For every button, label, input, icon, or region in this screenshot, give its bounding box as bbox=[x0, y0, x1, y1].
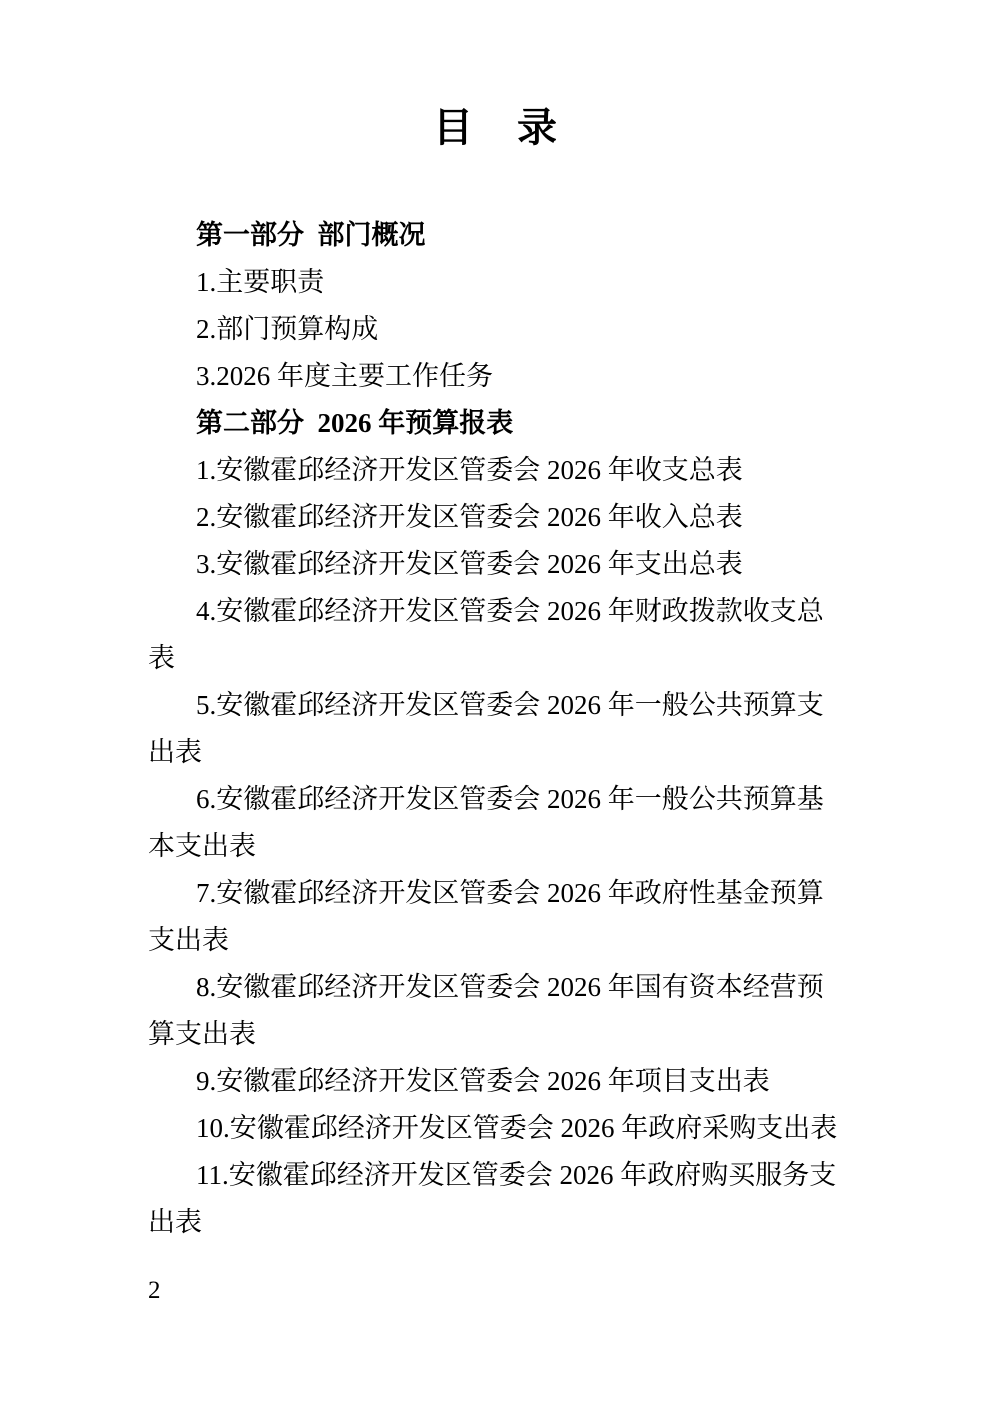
page-number: 2 bbox=[148, 1277, 161, 1304]
toc-item-line: 9.安徽霍邱经济开发区管委会 2026 年项目支出表 bbox=[196, 1066, 770, 1096]
toc-item bbox=[148, 541, 844, 588]
toc-item-line: 2.部门预算构成 bbox=[196, 314, 379, 344]
toc-item-wrap-line: 表 bbox=[148, 643, 175, 673]
toc-item bbox=[148, 964, 844, 1058]
toc-item bbox=[148, 682, 844, 776]
toc-item-line: 11.安徽霍邱经济开发区管委会 2026 年政府购买服务支 bbox=[196, 1160, 837, 1190]
toc-section-heading: 第一部分 部门概况 bbox=[196, 220, 426, 250]
toc-item bbox=[148, 447, 844, 494]
toc-item-line: 4.安徽霍邱经济开发区管委会 2026 年财政拨款收支总 bbox=[196, 596, 824, 626]
toc-item bbox=[148, 870, 844, 964]
toc-item bbox=[148, 588, 844, 682]
toc-item-wrap-line: 本支出表 bbox=[148, 831, 256, 861]
toc-item bbox=[148, 1058, 844, 1105]
toc-item-line: 10.安徽霍邱经济开发区管委会 2026 年政府采购支出表 bbox=[196, 1113, 838, 1143]
toc-item-line: 5.安徽霍邱经济开发区管委会 2026 年一般公共预算支 bbox=[196, 690, 824, 720]
toc-item-line: 3.2026 年度主要工作任务 bbox=[196, 361, 493, 391]
toc-item-wrap-line: 出表 bbox=[148, 737, 202, 767]
toc-item-line: 7.安徽霍邱经济开发区管委会 2026 年政府性基金预算 bbox=[196, 878, 824, 908]
toc-item bbox=[148, 306, 844, 353]
toc-item-line: 8.安徽霍邱经济开发区管委会 2026 年国有资本经营预 bbox=[196, 972, 824, 1002]
table-of-contents bbox=[148, 212, 844, 1246]
toc-section-heading: 第二部分 2026 年预算报表 bbox=[196, 408, 514, 438]
toc-item-wrap-line: 支出表 bbox=[148, 925, 229, 955]
toc-item bbox=[148, 1105, 844, 1152]
toc-item bbox=[148, 494, 844, 541]
page-title: 目 录 bbox=[433, 105, 559, 150]
toc-item bbox=[148, 1152, 844, 1246]
toc-item-line: 3.安徽霍邱经济开发区管委会 2026 年支出总表 bbox=[196, 549, 743, 579]
toc-item bbox=[148, 353, 844, 400]
toc-item-line: 2.安徽霍邱经济开发区管委会 2026 年收入总表 bbox=[196, 502, 743, 532]
toc-item bbox=[148, 259, 844, 306]
toc-item bbox=[148, 776, 844, 870]
toc-item-line: 6.安徽霍邱经济开发区管委会 2026 年一般公共预算基 bbox=[196, 784, 824, 814]
toc-item-line: 1.安徽霍邱经济开发区管委会 2026 年收支总表 bbox=[196, 455, 743, 485]
toc-item-line: 1.主要职责 bbox=[196, 267, 325, 297]
toc-item-wrap-line: 出表 bbox=[148, 1207, 202, 1237]
toc-item-wrap-line: 算支出表 bbox=[148, 1019, 256, 1049]
